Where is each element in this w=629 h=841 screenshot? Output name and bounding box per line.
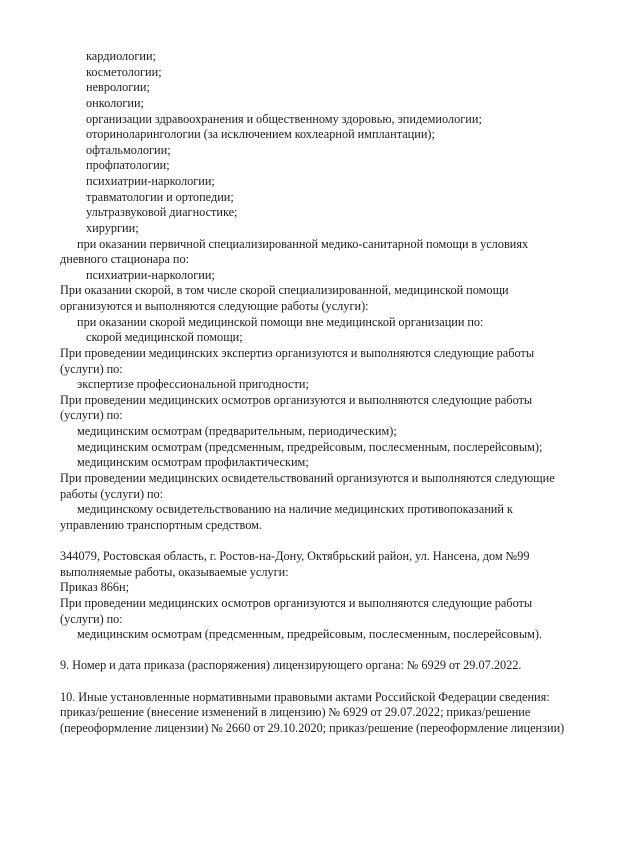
paragraph: психиатрии-наркологии; — [86, 174, 215, 188]
paragraph: профпатологии; — [86, 158, 170, 173]
paragraph: При проведении медицинских осмотров организуются и выполняются следующие работы (услуги) по: — [60, 595, 533, 626]
paragraph: медицинским осмотрам профилактическим; — [77, 455, 309, 470]
paragraph: косметологии; — [86, 64, 162, 79]
paragraph: хирургии; — [86, 220, 139, 235]
paragraph: 10. Иные установленные нормативными правовыми актами Российской Федерации сведения: приказ/решение (внесение изменений в лицензию) № 6929 от 29.07.2022; приказ/решение (переоформление лицензии) № 2660 от 29.10.2020; приказ/решение (переоформление лицензии) — [60, 689, 565, 735]
paragraph: медицинскому освидетельствованию на наличие медицинских противопоказаний к управлению транспортным средством. — [60, 502, 513, 532]
paragraph: При проведении медицинских экспертиз организуются и выполняются следующие работы (услуги) по: — [60, 345, 535, 376]
paragraph: травматологии и ортопедии; — [86, 189, 234, 204]
paragraph: При проведении медицинских осмотров организуются и выполняются следующие работы (услуги) по: — [60, 392, 533, 423]
paragraph: выполняемые работы, оказываемые услуги: — [60, 564, 289, 579]
paragraph: кардиологии; — [86, 49, 156, 63]
paragraph: организации здравоохранения и общественному здоровью, эпидемиологии; — [86, 111, 482, 126]
paragraph: неврологии; — [86, 80, 150, 95]
paragraph: 344079, Ростовская область, г. Ростов-на-Дону, Октябрьский район, ул. Нансена, дом №99 — [60, 549, 530, 563]
paragraph: медицинским осмотрам (предсменным, предрейсовым, послесменным, послерейсовым). — [77, 627, 543, 642]
paragraph: медицинским осмотрам (предсменным, предрейсовым, послесменным, послерейсовым); — [77, 439, 543, 454]
paragraph: скорой медицинской помощи; — [86, 330, 243, 345]
paragraph: При проведении медицинских освидетельствований организуются и выполняются следующие работы (услуги) по: — [60, 470, 555, 501]
paragraph: оториноларингологии (за исключением кохлеарной имплантации); — [86, 127, 435, 142]
paragraph: при оказании скорой медицинской помощи вне медицинской организации по: — [77, 314, 484, 329]
paragraph: ультразвуковой диагностике; — [86, 205, 238, 220]
paragraph: офтальмологии; — [86, 142, 171, 157]
paragraph: экспертизе профессиональной пригодности; — [77, 377, 309, 392]
paragraph: при оказании первичной специализированной медико-санитарной помощи в условиях дневного стационара по: — [60, 236, 529, 267]
document-body — [60, 49, 578, 737]
paragraph: онкологии; — [86, 95, 144, 110]
paragraph: 9. Номер и дата приказа (распоряжения) лицензирующего органа: № 6929 от 29.07.2022. — [60, 658, 522, 673]
paragraph: медицинским осмотрам (предварительным, периодическим); — [77, 424, 397, 438]
paragraph: психиатрии-наркологии; — [86, 267, 215, 282]
paragraph: Приказ 866н; — [60, 580, 130, 595]
paragraph: При оказании скорой, в том числе скорой специализированной, медицинской помощи организуются и выполняются следующие работы (услуги): — [60, 283, 509, 313]
